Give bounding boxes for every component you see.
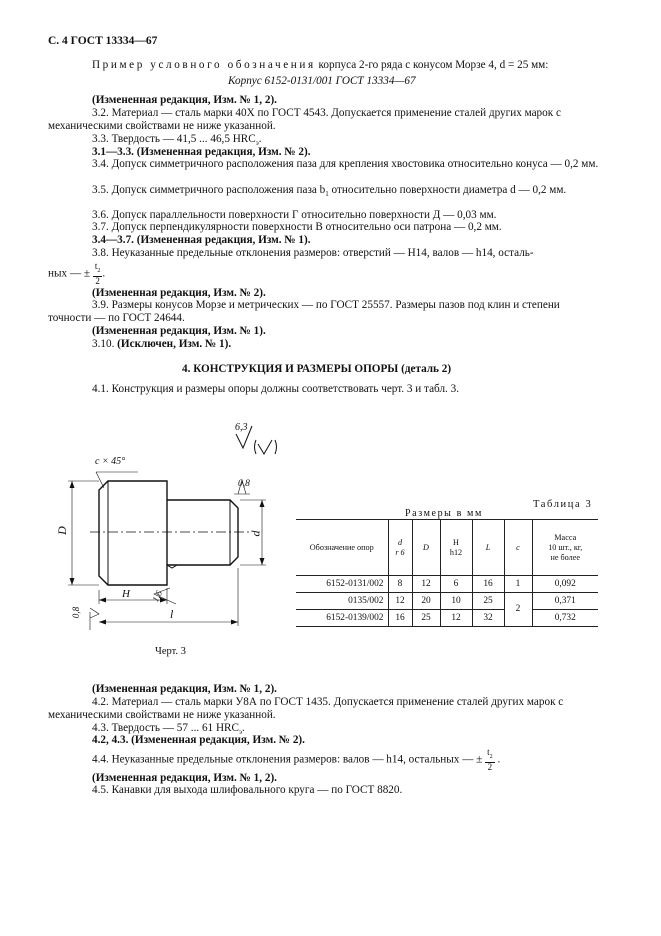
para-3-8-line1: 3.8. Неуказанные предельные отклонения размеров: отверстий — Н14, валов — h14, осталь- (92, 247, 534, 259)
para-3-2: 3.2. Материал — сталь марки 40Х по ГОСТ 4543. Допускается применение сталей других марок с механическими свойствами не ниже указанной. (48, 107, 561, 132)
cell-D: 12 (412, 576, 440, 593)
roughness-08-left-label: 0,8 (71, 606, 82, 619)
roughness-16-label: 1,6 (150, 589, 165, 604)
example-designation: Корпус 6152-0131/001 ГОСТ 13334—67 (228, 75, 416, 87)
edition-note: (Измененная редакция, Изм. № 1, 2). (92, 94, 277, 106)
support-drawing (50, 418, 290, 633)
example-line (92, 59, 548, 72)
para-4-1: 4.1. Конструкция и размеры опоры должны соответствовать черт. 3 и табл. 3. (92, 383, 460, 395)
table-units: Размеры в мм (405, 508, 483, 519)
dim-H-label: H (122, 588, 130, 600)
cell-mass: 0,092 (532, 576, 598, 593)
page-header: С. 4 ГОСТ 13334—67 (48, 35, 158, 47)
para-3-10 (92, 338, 231, 351)
para-4-3-text: 4.3. Твердость — 57 ... 61 HRC (92, 722, 239, 734)
header-mass-2: 10 шт., кг, (548, 542, 583, 552)
para-3-8-end: . (102, 267, 106, 280)
cell-H: 12 (440, 610, 472, 627)
para-4-4 (92, 748, 500, 772)
roughness-check-icon (258, 440, 272, 454)
header-H-tol: h12 (449, 547, 463, 557)
table-3 (296, 519, 598, 627)
dim-l-label: l (170, 607, 174, 621)
cell-mass: 0,732 (532, 610, 598, 627)
header-L: L (472, 520, 504, 576)
section-4-heading: 4. КОНСТРУКЦИЯ И РАЗМЕРЫ ОПОРЫ (182, 363, 399, 375)
cell-c: 1 (504, 576, 532, 593)
header-d (388, 520, 412, 576)
cell-L: 16 (472, 576, 504, 593)
edition-note-1-2b: (Измененная редакция, Изм. № 1, 2). (92, 772, 277, 784)
para-4-3-sub: э (238, 728, 242, 737)
para-4-2: 4.2. Материал — сталь марки У8А по ГОСТ 1435. Допускается применение сталей других марок с механическими свойствами не ниже указанной. (48, 696, 564, 721)
para-3-4: 3.4. Допуск симметричного расположения паза для крепления хвостовика относительно конуса — 0,2 мм. (92, 158, 599, 170)
tolerance-fraction-2 (485, 748, 495, 772)
cell-mass: 0,371 (532, 593, 598, 610)
para-3-3-text: 3.3. Твердость — 41,5 ... 46,5 HRC (92, 133, 256, 145)
edition-note-2: (Измененная редакция, Изм. № 2). (92, 287, 266, 299)
para-3-8-line2 (48, 262, 105, 286)
para-3-10-text: (Исключен, Изм. № 1). (117, 338, 232, 350)
para-3-5-sub: 1 (325, 190, 329, 199)
roughness-08-top-label: 0,8 (238, 479, 250, 489)
example-lead: Пример условного обозначения (92, 59, 316, 71)
para-4-4-end: . (497, 753, 501, 766)
para-3-5 (48, 184, 600, 201)
cell-d: 12 (388, 593, 412, 610)
roughness-label: 6,3 (235, 422, 248, 433)
cell-H: 10 (440, 593, 472, 610)
section-4-detail: (деталь 2) (401, 363, 452, 375)
header-H-symbol: Н (453, 537, 459, 547)
table-label: Таблица 3 (533, 499, 593, 510)
cell-H: 6 (440, 576, 472, 593)
cell-designation: 6152-0131/002 (296, 576, 388, 593)
fraction-denominator: 2 (95, 275, 100, 286)
para-3-7: 3.7. Допуск перпендикулярности поверхности В относительно оси патрона — 0,2 мм. (92, 221, 502, 233)
cell-designation: 0135/002 (296, 593, 388, 610)
table-row (296, 593, 598, 610)
chamfer-leader (96, 472, 138, 488)
small-cylinder (167, 500, 238, 565)
para-4-4-text: 4.4. Неуказанные предельные отклонения размеров: валов — h14, остальных — ± (92, 753, 483, 766)
edition-note-4-2-4-3: 4.2, 4.3. (Измененная редакция, Изм. № 2). (92, 734, 305, 746)
para-4-5: 4.5. Канавки для выхода шлифовального круга — по ГОСТ 8820. (92, 784, 403, 796)
edition-note-3-1-3-3: 3.1—3.3. (Измененная редакция, Изм. № 2). (92, 146, 311, 158)
para-3-3-end: . (258, 133, 262, 145)
edition-note-1-2: (Измененная редакция, Изм. № 1, 2). (92, 683, 277, 695)
para-3-5-b: относительно поверхности диаметра d — 0,2 мм. (328, 184, 567, 196)
header-mass-3: не более (550, 552, 581, 562)
header-D: D (412, 520, 440, 576)
table-header-row (296, 520, 598, 576)
table-row (296, 576, 598, 593)
cell-d: 16 (388, 610, 412, 627)
edition-note-1: (Измененная редакция, Изм. № 1). (92, 325, 266, 337)
fraction-sub-2: 2 (489, 753, 493, 760)
cell-d: 8 (388, 576, 412, 593)
header-mass-1: Масса (554, 532, 577, 542)
para-4-3-end: . (241, 722, 245, 734)
cell-L: 25 (472, 593, 504, 610)
large-cylinder (99, 481, 167, 585)
dim-d-label: d (248, 530, 263, 537)
fraction-numerator (93, 261, 106, 280)
roughness-08-left-icon (90, 608, 99, 630)
para-3-9: 3.9. Размеры конусов Морзе и метрических — по ГОСТ 25557. Размеры пазов под клин и степени точности — по ГОСТ 24644. (48, 299, 560, 324)
para-3-5-a: 3.5. Допуск симметричного расположения паза b (92, 184, 326, 196)
para-3-10-num: 3.10. (92, 338, 115, 350)
header-designation: Обозначение опор (296, 520, 388, 576)
fraction-t-2: t (487, 747, 490, 757)
cell-D: 20 (412, 593, 440, 610)
chamfer-label: c × 45° (95, 456, 126, 467)
header-H (440, 520, 472, 576)
header-c: c (504, 520, 532, 576)
section-4-title (182, 363, 451, 376)
example-rest: корпуса 2-го ряда с конусом Морзе 4, d = 25 мм: (315, 59, 549, 71)
para-3-3-sub: э (255, 139, 259, 148)
cell-designation: 6152-0139/002 (296, 610, 388, 627)
dim-D-label: D (54, 526, 69, 535)
fraction-numerator-2 (485, 748, 495, 763)
drawing-caption: Черт. 3 (155, 646, 186, 657)
header-mass (532, 520, 598, 576)
cell-L: 32 (472, 610, 504, 627)
cell-c-merged: 2 (504, 593, 532, 627)
header-d-tol: r 6 (395, 547, 405, 557)
fraction-t: t (94, 261, 98, 271)
table-row (296, 610, 598, 627)
edition-note-3-4-3-7: 3.4—3.7. (Измененная редакция, Изм. № 1). (92, 234, 311, 246)
fraction-sub: 2 (97, 267, 101, 274)
para-3-8-text: ных — ± (48, 267, 91, 280)
para-3-6: 3.6. Допуск параллельности поверхности Г относительно поверхности Д — 0,03 мм. (92, 209, 497, 221)
header-d-symbol: d (397, 537, 403, 547)
cell-D: 25 (412, 610, 440, 627)
tolerance-fraction (93, 261, 106, 286)
fraction-denominator-2: 2 (487, 761, 493, 772)
